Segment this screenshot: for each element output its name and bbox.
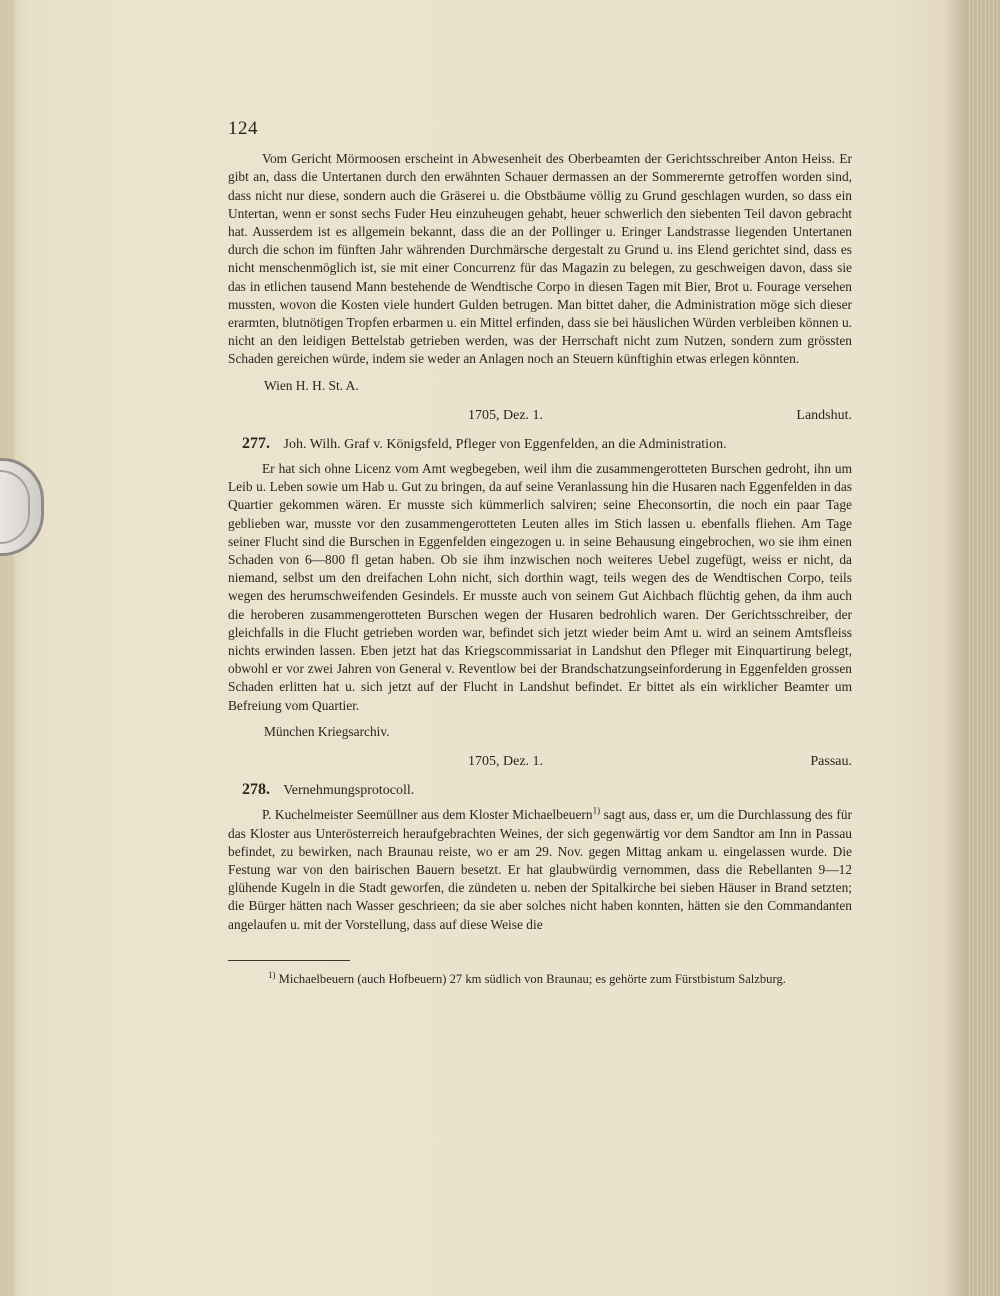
footnote <box>228 971 852 988</box>
entry-278-title: Vernehmungsprotocoll. <box>283 783 415 799</box>
entry-277-number: 277. <box>242 434 270 452</box>
entry-277-title: Joh. Wilh. Graf v. Königsfeld, Pfleger von Eggenfelden, an die Administration. <box>283 436 727 452</box>
entry-278-heading <box>242 781 852 800</box>
entry-278-place: Passau. <box>810 754 852 770</box>
page-content <box>228 120 852 988</box>
entry-277-paragraph: Er hat sich ohne Licenz vom Amt wegbegeben, weil ihm die zusammengerotteten Burschen gedroht, ihn um Leib u. Leben sowie um Hab u. Gut zu bringen, da auf seine Veranlassung hin die Husaren nach Eggenfelden in das Quartier gekommen wären. Er musste sich kümmerlich salviren; seine Eheconsortin, die noch ein paar Tage geblieben war, musste vor den zusammengerotteten Leuten alles im Stich lassen u. ebenfalls fliehen. Am Tage seiner Flucht sind die Burschen in Eggenfelden eingezogen u. in seine Behausung eingebrochen, wo sie ihm einen Schaden von 6—800 fl getan haben. Ob sie ihm inzwischen noch weiteres Uebel zugefügt, weiss er nicht, da niemand, selbst um den dreifachen Lohn nicht, sich dorthin wagt, teils wegen des de Wendtischen Corpo, teils wegen des herumschweifenden Gesindels. Er musste auch von seinem Gut Aichbach flüchtig gehen, da ihm auch die heroberen zusammengerotteten Burschen wegen der Husaren bedrohlich waren. Der Gerichtsschreiber, der gleichfalls in die Flucht getrieben worden war, befindet sich jetzt wieder beim Amt u. wird an seinem Amtsfleiss nichts erwinden lassen. Eben jetzt hat das Kriegscommissariat in Landshut den Pfleger mit Einquartirung belegt, obwohl er vor zwei Jahren von General v. Reventlow bei der Brandschatzungseinforderung in Eggenfelden grossen Schaden erlitten hat u. sich jetzt auf der Flucht in Landshut befindet. Er bittet als ein wirklicher Beamter um Befreiung vom Quartier. <box>228 461 852 713</box>
entry-278-paragraph <box>228 806 852 933</box>
footnote-reference: 1) <box>592 805 601 816</box>
entry-278-number: 278. <box>242 781 270 799</box>
entry-277-place: Landshut. <box>796 407 852 423</box>
intro-paragraph: Vom Gericht Mörmoosen erscheint in Abwesenheit des Oberbeamten der Gerichtsschreiber Anton Heiss. Er gibt an, dass die Untertanen durch den erwähnten Schauer dermassen an der Sommerernte getroffen worden sind, dass nicht nur diese, sondern auch die Gräserei u. die Obstbäume völlig zu Grund geschlagen wurden, so dass ein Untertan, wenn er sonst sechs Fuder Heu einzuheugen gehabt, heuer schwerlich den siebenten Teil davon gebracht hat. Ausserdem ist es allgemein bekannt, dass die an der Pollinger u. Eringer Landstrasse liegenden Untertanen durch die schon im fünften Jahr währenden Durchmärsche dergestalt zu Grund u. ins Elend gerichtet sind, dass es nicht menschenmöglich ist, sie mit einer Concurrenz für das Magazin zu belegen, zu geschweigen davon, dass sie das in etlichen tausend Mann bestehende de Wendtische Corpo in diesen Tagen mit Bier, Brot u. Fourage versehen mussten, wovon die Kosten viele hundert Gulden betrugen. Man bittet daher, die Administration möge sich dieser erarmten, blutnötigen Tropfen erbarmen u. ein Mittel erfinden, dass sie bei häuslichen Würden verbleiben können u. nicht an den leidigen Bettelstab getrieben werden, was der Herrschaft nicht zum Nutzen, sondern zum grössten Schaden gereichen würde, indem sie weder an Anlagen noch an Steuern künftighin etwas erlegen könnten. <box>228 151 852 367</box>
entry-277-date: 1705, Dez. 1. <box>468 407 544 423</box>
entry-277-heading <box>242 435 852 454</box>
page-edge-right <box>968 0 1000 1296</box>
entry-277-archive-source: München Kriegsarchiv. <box>264 723 390 739</box>
footnote-divider <box>228 960 350 961</box>
footnote-marker: 1) <box>268 969 276 980</box>
entry-277-dateline <box>228 403 852 431</box>
footnote-text: Michaelbeuern (auch Hofbeuern) 27 km südlich von Braunau; es gehörte zum Fürstbistum Salzburg. <box>275 971 786 986</box>
entry-278-dateline <box>228 749 852 777</box>
page-edge-left <box>0 0 14 1296</box>
entry-278-text-rest: sagt aus, dass er, um die Durchlassung des für das Kloster aus Unterösterreich heraufgebrachten Weines, der sich gegenwärtig vor dem Sandtor am Inn in Passau befindet, zu bewirken, nach Braunau reiste, wo er am 29. Nov. gegen Mittag ankam u. eingelassen wurde. Die Festung war von den bairischen Bauern besetzt. Er hat glaubwürdig vernommen, dass die Rebellanten 9—12 glühende Kugeln in die Stadt geworfen, die zündeten u. neben der Spitalkirche bei sieben Häuser in Brand setzten; die Bürger hätten nach Wasser geschrieen; da sie aber solches nicht haben konnten, hätten sie den Commandanten angelaufen u. mit der Vorstellung, dass auf diese Weise die <box>228 807 852 932</box>
page-number: 124 <box>228 118 258 139</box>
intro-archive-source: Wien H. H. St. A. <box>264 377 359 393</box>
entry-278-date: 1705, Dez. 1. <box>468 754 544 770</box>
gutter-shadow <box>942 0 968 1296</box>
entry-278-text-start: P. Kuchelmeister Seemüllner aus dem Kloster Michaelbeuern <box>262 807 593 823</box>
